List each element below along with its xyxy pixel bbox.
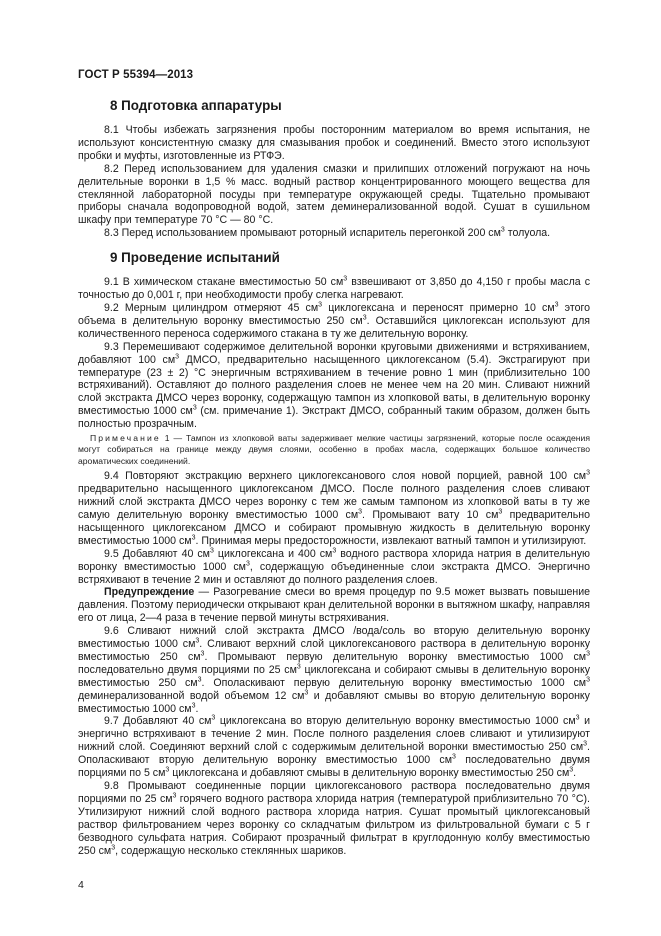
- note-label: Примечание: [90, 433, 161, 444]
- note-1: Примечание 1 — Тампон из хлопковой ваты задерживает мелкие частицы загрязнений, которые после осаждения могут собираться на границе между двумя слоями, особенно в пробах масла, содержащих большое количество ароматических соединений.: [78, 433, 590, 466]
- paragraph-9-5: 9.5 Добавляют 40 $см^3$ циклогексана и 400 $см^3$ водного раствора хлорида натрия в делительную воронку вместимостью 1000 $см^3$, содержащую объединенные слои экстракта ДМСО. Энергично встряхивают в течение 2 мин и оставляют до полного разделения слоев.: [78, 547, 590, 586]
- section-9-title: 9 Проведение испытаний: [110, 250, 280, 266]
- warning-paragraph: Предупреждение — Разогревание смеси во время процедур по 9.5 может вызвать повышение давления. Поэтому периодически открывают кран делительной воронки в вытяжном шкафу, направляя его от лица, 2—4 раза в течение первой минуты встряхивания.: [78, 586, 590, 625]
- warning-label: Предупреждение: [104, 586, 195, 599]
- paragraph-9-4: 9.4 Повторяют экстракцию верхнего циклогексанового слоя новой порцией, равной 100 $см^3$ предварительно насыщенного циклогексаном ДМСО. После полного разделения слоев сливают нижний слой экстракта ДМСО через воронку с тем же самым тампоном из хлопковой ваты в ту же самую делительную воронку вместимостью 1000 $см^3$. Промывают вату 10 $см^3$ предварительно насыщенного циклогексаном ДМСО и собирают промывную жидкость в делительную воронку вместимостью 1000 $см^3$. Принимая меры предосторожности, извлекают ватный тампон и утилизируют.: [78, 469, 591, 547]
- paragraph-9-3: 9.3 Перемешивают содержимое делительной воронки круговыми движениями и встряхиванием, добавляют 100 $см^3$ ДМСО, предварительно насыщенного циклогексаном (5.4). Экстрагируют при температуре (23 ± 2) °С энергичным встряхиванием в течение ровно 1 мин (приблизительно 100 встряхиваний). Оставляют до полного разделения слоев не менее чем на 20 мин. Сливают нижний слой экстракта ДМСО через воронку, содержащую тампон из хлопковой ваты, в делительную воронку вместимостью 1000 $см^3$ (см. примечание 1). Экстракт ДМСО, собранный таким образом, должен быть полностью прозрачным.: [78, 340, 590, 431]
- document-header: ГОСТ Р 55394—2013: [78, 69, 194, 81]
- paragraph-9-2: 9.2 Мерным цилиндром отмеряют 45 $см^3$ циклогексана и переносят примерно 10 $см^3$ этого объема в делительную воронку вместимостью 250 $см^3$. Оставшийся циклогексан используют для количественного переноса содержимого стакана в ту же делительную воронку.: [78, 301, 590, 340]
- paragraph-8-1: 8.1 Чтобы избежать загрязнения пробы посторонним материалом во время испытания, не используют консистентную смазку для смазывания пробок и соединений. Вместо этого используют пробки и муфты, изготовленные из РТФЭ.: [78, 124, 590, 162]
- paragraph-9-1: 9.1 В химическом стакане вместимостью 50 $см^3$ взвешивают от 3,850 до 4,150 г пробы масла с точностью до 0,001 г, при необходимости пробу слегка нагревают.: [78, 275, 590, 302]
- paragraph-9-8: 9.8 Промывают соединенные порции циклогексанового раствора последовательно двумя порциями по 25 $см^3$ горячего водного раствора хлорида натрия (температурой приблизительно 70 °С). Утилизируют нижний слой водного раствора хлорида натрия. Сушат промытый циклогексановый раствор фильтрованием через воронку со складчатым фильтром из фильтровальной бумаги с 5 г безводного сульфата натрия. Собирают прозрачный фильтрат в круглодонную колбу вместимостью 250 $см^3$, содержащую несколько стеклянных шариков.: [78, 780, 590, 857]
- paragraph-9-7: 9.7 Добавляют 40 $см^3$ циклогексана во вторую делительную воронку вместимостью 1000 $см^3$ и энергично встряхивают в течение 2 мин. После полного разделения слоев сливают и утилизируют нижний слой. Соединяют верхний слой с содержимым делительной воронки вместимостью 250 $см^3$. Ополаскивают вторую делительную воронку вместимостью 1000 $см^3$ последовательно двумя порциями по 5 $см^3$ циклогексана и добавляют смывы в делительную воронку вместимостью 250 $см^3$.: [78, 714, 590, 780]
- paragraph-8-2: 8.2 Перед использованием для удаления смазки и прилипших отложений погружают на ночь делительные воронки в 1,5 % масс. водный раствор концентрированного моющего вещества для стеклянной лабораторной посуды при температуре окружающей среды. Тщательно промывают приборы сначала водопроводной водой, затем деминерализованной водой. Сушат в сушильном шкафу при температуре 70 °С — 80 °С.: [78, 162, 590, 227]
- document-body: [78, 97, 590, 857]
- page-number: 4: [78, 879, 84, 891]
- paragraph-9-6: 9.6 Сливают нижний слой экстракта ДМСО /вода/соль во вторую делительную воронку вместимостью 1000 $см^3$. Сливают верхний слой циклогексанового раствора в делительную воронку вместимостью 250 $см^3$. Промывают первую делительную воронку вместимостью 1000 $см^3$ последовательно двумя порциями по 25 $см^3$ циклогексана и собирают смывы в делительную воронку вместимостью 250 $см^3$. Ополаскивают первую делительную воронку вместимостью 1000 $см^3$ деминерализованной водой объемом 12 $см^3$ и добавляют смывы во вторую делительную воронку вместимостью 1000 $см^3$.: [78, 625, 591, 715]
- paragraph-8-3: 8.3 Перед использованием промывают роторный испаритель перегонкой 200 $см^3$ толуола.: [104, 226, 551, 240]
- section-8-title: 8 Подготовка аппаратуры: [110, 98, 282, 113]
